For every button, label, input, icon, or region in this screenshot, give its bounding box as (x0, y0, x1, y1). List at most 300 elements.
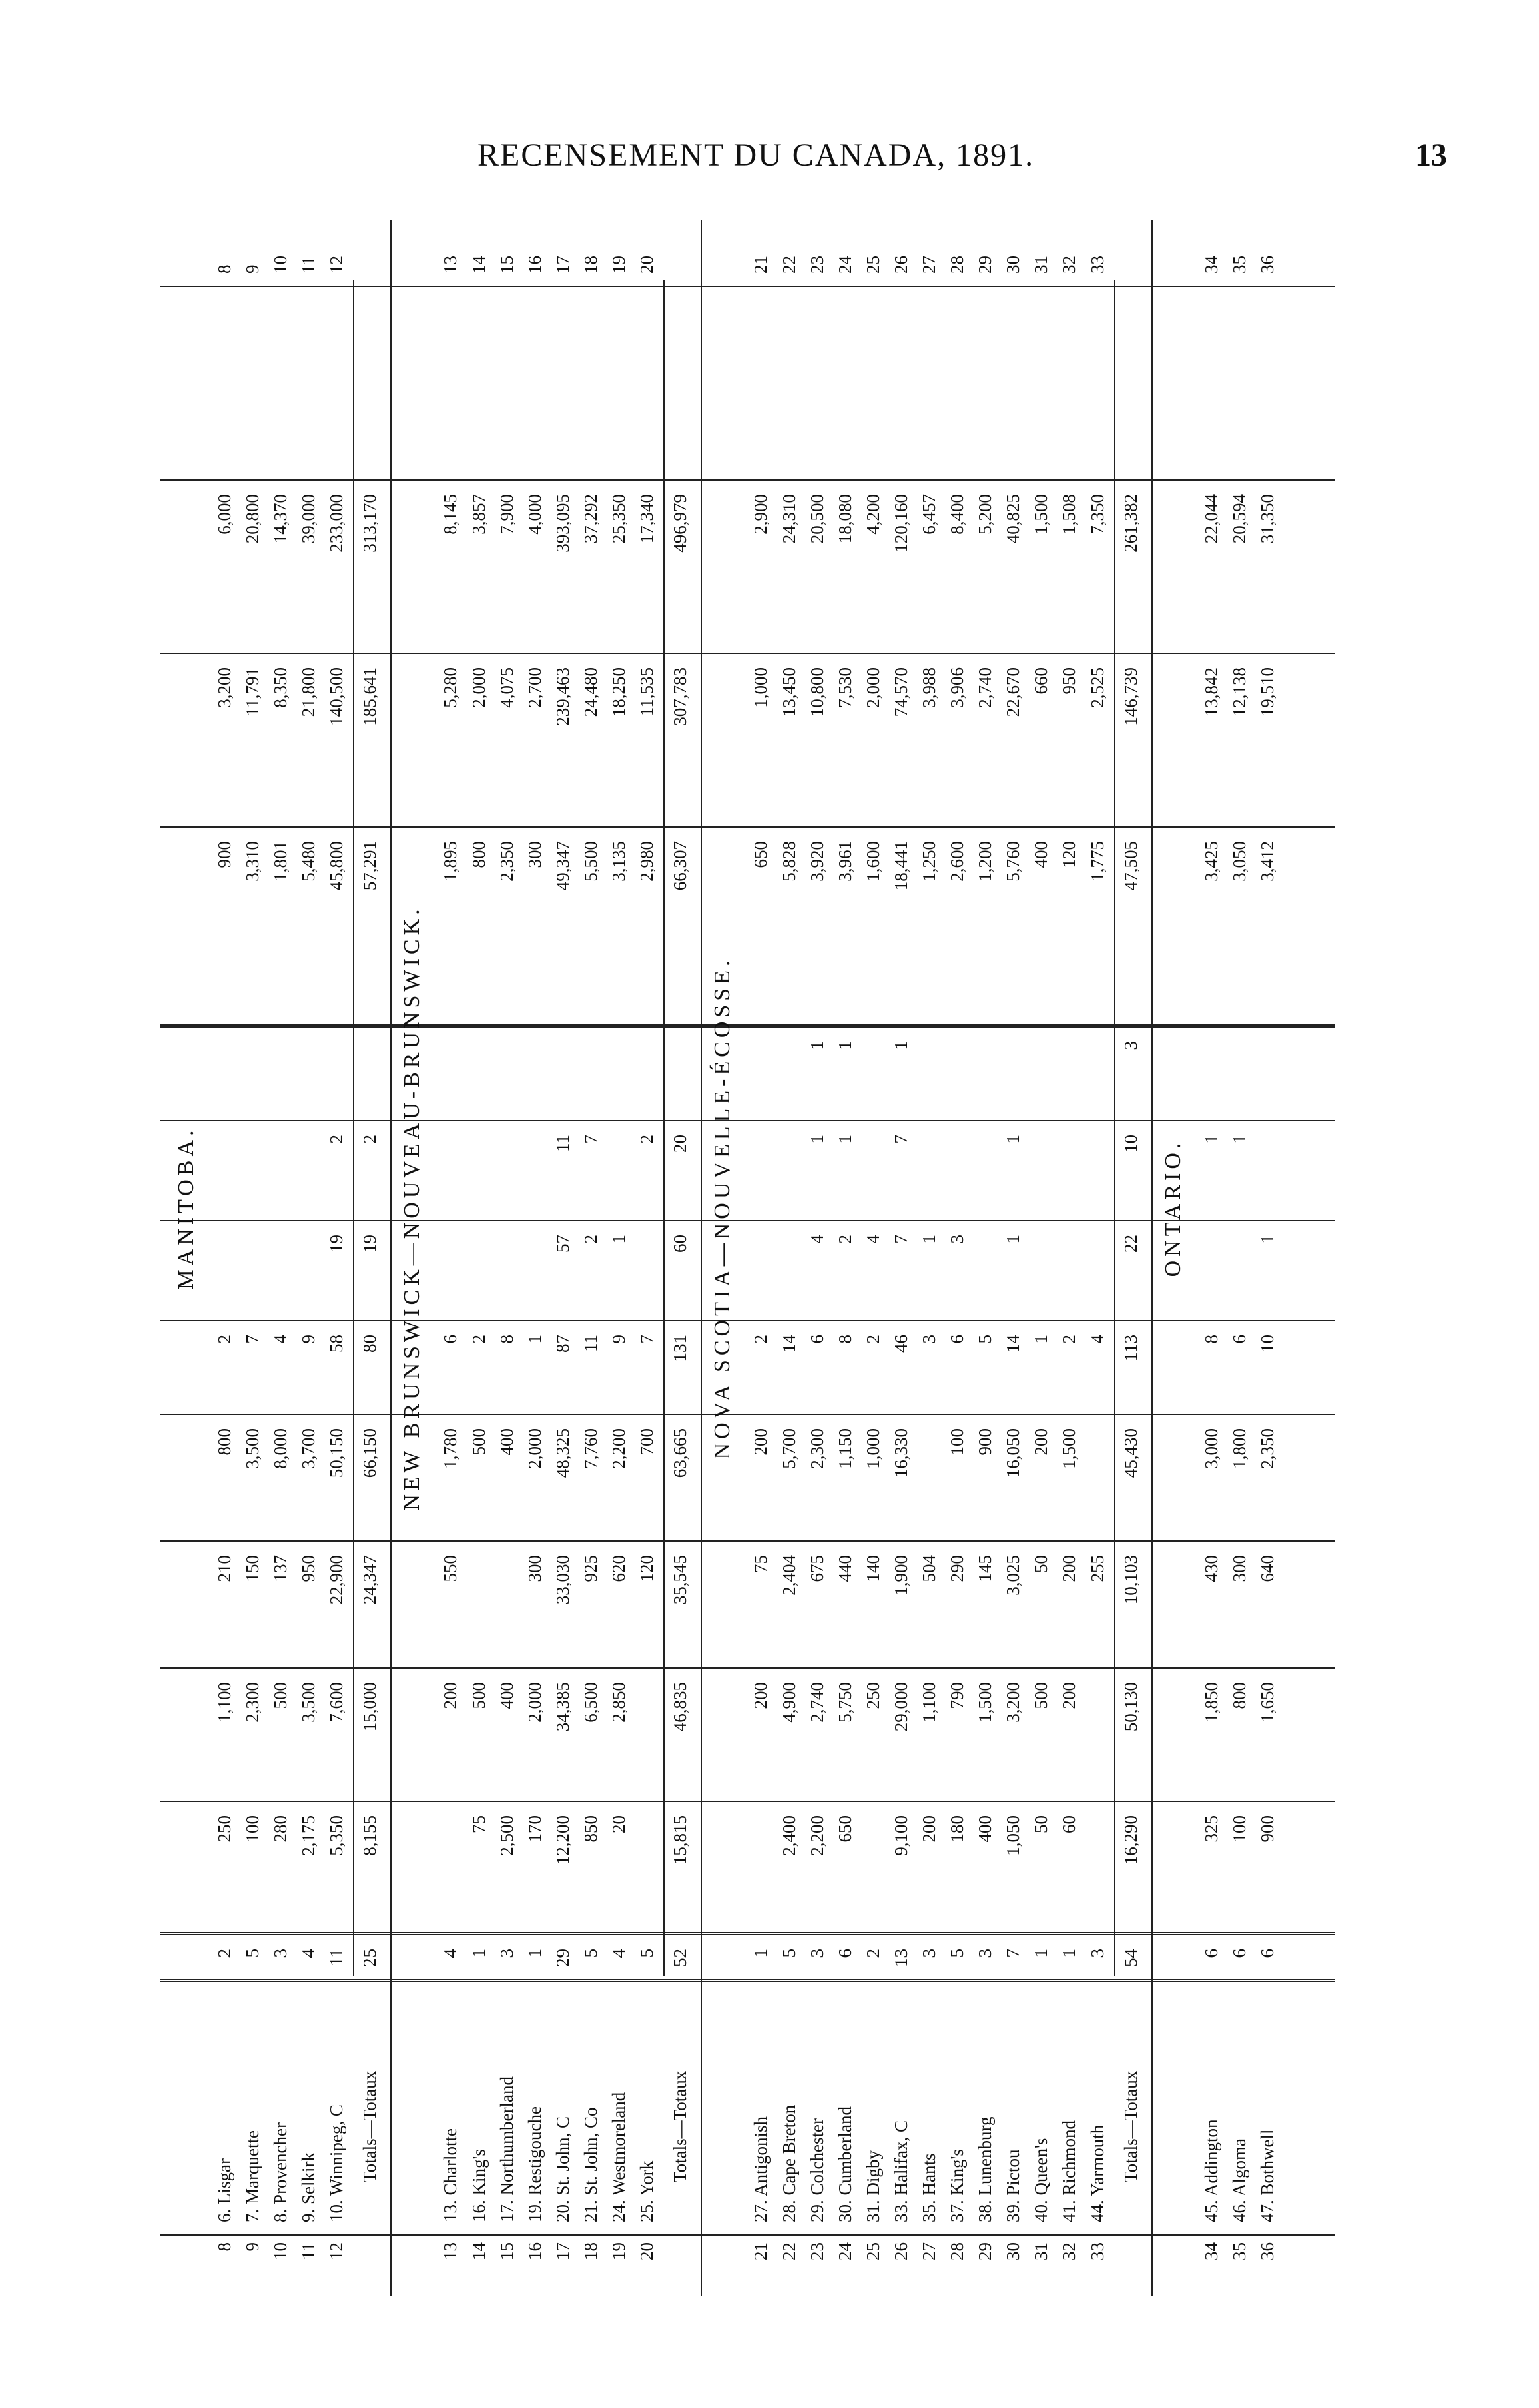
data-cell: 2 (751, 1335, 771, 1344)
line-number: 19 (609, 256, 629, 274)
line-number: 35 (1229, 256, 1249, 274)
data-cell: 3,050 (1229, 841, 1249, 882)
district-name: 45. Addington (1201, 2119, 1221, 2222)
data-cell: 300 (525, 841, 545, 868)
data-cell (605, 1041, 633, 1161)
table-row (294, 220, 322, 2296)
data-cell: 3,412 (1257, 841, 1277, 882)
data-cell: 200 (1059, 1555, 1079, 1582)
data-cell: 2,300 (242, 1682, 262, 1723)
data-cell: 3 (919, 1949, 939, 1958)
data-cell: 5,280 (440, 667, 460, 708)
data-cell: 5,828 (779, 841, 799, 882)
data-cell: 3,135 (609, 841, 629, 882)
line-number: 31 (1031, 2242, 1051, 2261)
data-cell: 7,530 (835, 667, 855, 708)
data-cell: 1,000 (751, 667, 771, 708)
line-number: 35 (1229, 2242, 1249, 2261)
district-name: 30. Cumberland (835, 2106, 855, 2222)
table-row (999, 220, 1027, 2296)
district-name: 16. King's (469, 2149, 489, 2222)
data-cell: 300 (525, 1555, 545, 1582)
data-cell: 200 (1059, 1682, 1079, 1709)
data-cell: 11 (581, 1335, 601, 1352)
data-cell: 6 (1229, 1335, 1249, 1344)
line-number: 24 (835, 256, 855, 274)
total-cell: 20 (670, 1135, 690, 1153)
section-title: NOVA SCOTIA—NOUVELLE-ÉCOSSE. (710, 956, 735, 1460)
data-cell: 2,980 (637, 841, 657, 882)
data-cell (1027, 1041, 1055, 1161)
data-cell: 3 (919, 1335, 939, 1344)
line-number: 30 (1003, 256, 1023, 274)
data-cell: 20 (609, 1815, 629, 1833)
data-cell: 1,775 (1087, 841, 1107, 882)
data-cell: 675 (807, 1555, 827, 1582)
data-cell: 250 (214, 1815, 234, 1843)
line-number: 15 (497, 2242, 517, 2261)
line-number: 33 (1087, 2242, 1107, 2261)
data-cell: 3,425 (1201, 841, 1221, 882)
total-cell: 60 (670, 1235, 690, 1253)
data-cell: 50 (1031, 1555, 1051, 1573)
data-cell: 45,800 (326, 841, 346, 891)
data-cell: 12,138 (1229, 667, 1249, 717)
data-cell: 4 (609, 1949, 629, 1958)
table-row (803, 220, 831, 2296)
data-cell: 9 (298, 1335, 318, 1344)
line-number: 28 (947, 2242, 967, 2261)
data-cell (1197, 1041, 1225, 1161)
total-cell: 15,000 (360, 1682, 380, 1732)
table-row (775, 220, 803, 2296)
data-cell: 7 (581, 1135, 601, 1144)
total-cell: 54 (1121, 1949, 1141, 1967)
data-cell: 19,510 (1257, 667, 1277, 717)
data-cell: 900 (1257, 1815, 1277, 1843)
data-cell: 6 (1257, 1949, 1277, 1958)
data-cell: 2,000 (469, 667, 489, 708)
line-number: 14 (469, 256, 489, 274)
data-cell: 1,800 (1229, 1428, 1249, 1469)
total-cell: 146,739 (1121, 667, 1141, 726)
table-row (1253, 220, 1281, 2296)
data-cell: 145 (975, 1555, 995, 1582)
data-cell: 7 (637, 1335, 657, 1344)
data-cell (859, 1041, 887, 1161)
district-name: 8. Provencher (270, 2122, 290, 2222)
data-cell: 24,480 (581, 667, 601, 717)
line-number: 11 (298, 256, 318, 274)
data-cell: 40,825 (1003, 494, 1023, 544)
data-cell: 100 (242, 1815, 262, 1843)
data-cell: 4,075 (497, 667, 517, 708)
district-name: 35. Hants (919, 2153, 939, 2222)
data-cell: 5 (975, 1335, 995, 1344)
total-cell: 307,783 (670, 667, 690, 726)
total-cell: 45,430 (1121, 1428, 1141, 1478)
data-cell: 1,100 (919, 1682, 939, 1723)
data-cell: 400 (975, 1815, 995, 1843)
district-name: 33. Halifax, C (891, 2120, 911, 2222)
data-cell: 3,500 (242, 1428, 262, 1469)
line-number: 34 (1201, 256, 1221, 274)
data-cell: 7,900 (497, 494, 517, 535)
data-cell: 37,292 (581, 494, 601, 544)
data-cell: 2 (469, 1335, 489, 1344)
data-cell: 2,300 (807, 1428, 827, 1469)
line-number: 13 (440, 2242, 460, 2261)
data-cell: 850 (581, 1815, 601, 1843)
data-cell: 1,050 (1003, 1815, 1023, 1856)
data-cell: 300 (1229, 1555, 1249, 1582)
data-cell (493, 1555, 521, 1675)
total-cell: 113 (1121, 1335, 1141, 1362)
data-cell: 2 (214, 1949, 234, 1958)
data-cell: 14,370 (270, 494, 290, 544)
total-cell: 261,382 (1121, 494, 1141, 553)
line-number: 26 (891, 2242, 911, 2261)
data-cell: 46 (891, 1335, 911, 1353)
line-number: 14 (469, 2242, 489, 2261)
district-name: 17. Northumberland (497, 2076, 517, 2222)
data-cell: 6 (947, 1335, 967, 1344)
data-cell: 3,920 (807, 841, 827, 882)
data-cell: 34,385 (553, 1682, 573, 1732)
line-number: 13 (440, 256, 460, 274)
data-cell: 5 (947, 1949, 967, 1958)
line-number: 25 (863, 2242, 883, 2261)
total-cell: 80 (360, 1335, 380, 1353)
data-cell: 4 (863, 1235, 883, 1244)
data-cell: 4 (807, 1235, 827, 1244)
table-row (1027, 220, 1055, 2296)
data-cell: 3,000 (1201, 1428, 1221, 1469)
data-cell: 925 (581, 1555, 601, 1582)
total-row (666, 220, 694, 2296)
data-cell: 3,200 (214, 667, 234, 708)
line-number: 26 (891, 256, 911, 274)
data-cell: 10 (1257, 1335, 1277, 1353)
data-cell (1083, 1815, 1111, 1935)
data-cell: 4,000 (525, 494, 545, 535)
data-cell (1083, 1682, 1111, 1802)
data-cell: 22,670 (1003, 667, 1023, 717)
data-cell: 2 (637, 1135, 657, 1144)
data-cell: 1 (1003, 1135, 1023, 1144)
total-cell: 8,155 (360, 1815, 380, 1856)
data-cell (577, 1041, 605, 1161)
data-cell: 2 (863, 1949, 883, 1958)
data-cell: 1 (1229, 1135, 1249, 1144)
data-cell (322, 1041, 350, 1161)
data-cell: 50 (1031, 1815, 1051, 1833)
data-cell: 233,000 (326, 494, 346, 553)
line-number: 34 (1201, 2242, 1221, 2261)
data-cell: 9,100 (891, 1815, 911, 1856)
data-cell: 6 (835, 1949, 855, 1958)
data-cell: 4,200 (863, 494, 883, 535)
line-number: 8 (214, 2242, 234, 2252)
data-cell: 150 (242, 1555, 262, 1582)
line-number: 9 (242, 2242, 262, 2252)
district-name: 44. Yarmouth (1087, 2124, 1107, 2222)
data-cell: 29,000 (891, 1682, 911, 1732)
line-number: 10 (270, 256, 290, 274)
total-cell: 46,835 (670, 1682, 690, 1732)
district-name: 40. Queen's (1031, 2138, 1051, 2222)
data-cell: 1,900 (891, 1555, 911, 1596)
district-name: 19. Restigouche (525, 2106, 545, 2222)
data-cell: 140,500 (326, 667, 346, 726)
data-cell (633, 1682, 661, 1802)
data-cell: 800 (1229, 1682, 1249, 1709)
data-cell (266, 1041, 294, 1161)
line-number: 32 (1059, 256, 1079, 274)
data-cell: 400 (497, 1682, 517, 1709)
data-cell: 210 (214, 1555, 234, 1582)
data-cell: 650 (751, 841, 771, 868)
data-cell: 5,500 (581, 841, 601, 882)
table-row (605, 220, 633, 2296)
data-cell: 2,350 (497, 841, 517, 882)
data-cell: 2 (581, 1235, 601, 1244)
data-cell: 4 (1087, 1335, 1107, 1344)
data-cell: 33,030 (553, 1555, 573, 1605)
data-cell (859, 1815, 887, 1935)
data-cell: 3 (975, 1949, 995, 1958)
district-name: 21. St. John, Co (581, 2107, 601, 2222)
data-cell: 14 (1003, 1335, 1023, 1353)
data-cell: 1 (609, 1235, 629, 1244)
data-cell: 1,000 (863, 1428, 883, 1469)
table-row (1197, 220, 1225, 2296)
data-cell: 1,100 (214, 1682, 234, 1723)
total-cell: 47,505 (1121, 841, 1141, 891)
data-cell: 200 (751, 1682, 771, 1709)
data-cell: 2 (214, 1335, 234, 1344)
data-cell: 87 (553, 1335, 573, 1353)
data-cell: 7 (891, 1135, 911, 1144)
table-row (465, 220, 493, 2296)
data-cell: 49,347 (553, 841, 573, 891)
total-cell: 57,291 (360, 841, 380, 891)
data-cell: 11 (553, 1135, 573, 1152)
data-cell: 170 (525, 1815, 545, 1843)
table-row (1055, 220, 1083, 2296)
data-cell: 550 (440, 1555, 460, 1582)
data-cell: 290 (947, 1555, 967, 1582)
line-number: 18 (581, 256, 601, 274)
data-cell: 4 (298, 1949, 318, 1958)
data-cell: 20,594 (1229, 494, 1249, 544)
table-row (859, 220, 887, 2296)
data-cell: 20,800 (242, 494, 262, 544)
line-number: 18 (581, 2242, 601, 2261)
data-cell: 2,740 (807, 1682, 827, 1723)
table-row (493, 220, 521, 2296)
total-label: Totals—Totaux (670, 2070, 690, 2182)
line-number: 16 (525, 256, 545, 274)
total-cell: 25 (360, 1949, 380, 1967)
data-cell (436, 1041, 465, 1161)
data-cell: 1,895 (440, 841, 460, 882)
total-cell: 52 (670, 1949, 690, 1967)
data-cell: 120 (637, 1555, 657, 1582)
data-cell: 5 (779, 1949, 799, 1958)
total-rule (663, 280, 665, 1976)
data-cell: 140 (863, 1555, 883, 1582)
district-name: 31. Digby (863, 2150, 883, 2222)
data-cell (633, 1041, 661, 1161)
data-cell: 1,508 (1059, 494, 1079, 535)
data-cell: 1 (919, 1235, 939, 1244)
data-cell: 7,350 (1087, 494, 1107, 535)
line-number: 29 (975, 2242, 995, 2261)
data-cell: 6,500 (581, 1682, 601, 1723)
data-cell: 11 (326, 1949, 346, 1966)
data-cell: 950 (298, 1555, 318, 1582)
data-cell: 2 (863, 1335, 883, 1344)
table-row (747, 220, 775, 2296)
line-number: 36 (1257, 2242, 1277, 2261)
line-number: 23 (807, 256, 827, 274)
line-number: 31 (1031, 256, 1051, 274)
data-cell: 1,600 (863, 841, 883, 882)
table-row (322, 220, 350, 2296)
data-cell: 13,450 (779, 667, 799, 717)
table-row (436, 220, 465, 2296)
data-cell: 13,842 (1201, 667, 1221, 717)
data-cell: 2 (326, 1135, 346, 1144)
data-cell: 250 (863, 1682, 883, 1709)
data-cell: 6,000 (214, 494, 234, 535)
district-name: 24. Westmoreland (609, 2092, 629, 2222)
data-cell: 22,044 (1201, 494, 1221, 544)
data-cell: 6 (1229, 1949, 1249, 1958)
total-rule (353, 280, 354, 1976)
rotated-table-frame (160, 220, 1335, 2296)
total-cell: 10,103 (1121, 1555, 1141, 1605)
data-cell: 3 (807, 1949, 827, 1958)
data-cell: 3,500 (298, 1682, 318, 1723)
total-cell: 50,130 (1121, 1682, 1141, 1732)
data-cell: 100 (1229, 1815, 1249, 1843)
district-name: 20. St. John, C (553, 2116, 573, 2222)
data-cell: 19 (326, 1235, 346, 1253)
district-name: 38. Lunenburg (975, 2116, 995, 2222)
data-cell: 18,441 (891, 841, 911, 891)
data-cell: 1 (835, 1041, 855, 1050)
district-name: 7. Marquette (242, 2130, 262, 2222)
data-cell: 7,760 (581, 1428, 601, 1469)
data-cell: 13 (891, 1949, 911, 1967)
data-cell (915, 1041, 943, 1161)
district-name: 13. Charlotte (440, 2128, 460, 2222)
data-cell (943, 1041, 971, 1161)
total-cell (666, 1041, 694, 1161)
data-cell: 1,850 (1201, 1682, 1221, 1723)
line-number: 12 (326, 2242, 346, 2261)
data-cell: 1 (1257, 1235, 1277, 1244)
data-cell: 1 (807, 1041, 827, 1050)
district-name: 10. Winnipeg, C (326, 2104, 346, 2222)
total-cell: 19 (360, 1235, 380, 1253)
data-cell (747, 1815, 775, 1935)
page-header (0, 0, 1539, 220)
data-cell: 640 (1257, 1555, 1277, 1582)
data-cell: 500 (469, 1682, 489, 1709)
data-cell: 1 (525, 1335, 545, 1344)
data-cell: 800 (469, 841, 489, 868)
data-cell: 3,961 (835, 841, 855, 882)
data-cell: 3 (1087, 1949, 1107, 1958)
data-cell: 25,350 (609, 494, 629, 544)
data-cell: 900 (214, 841, 234, 868)
data-cell: 2 (1059, 1335, 1079, 1344)
total-cell: 35,545 (670, 1555, 690, 1605)
line-number: 12 (326, 256, 346, 274)
data-cell: 8,350 (270, 667, 290, 708)
district-name: 25. York (637, 2160, 657, 2222)
data-cell: 12,200 (553, 1815, 573, 1865)
total-cell: 63,665 (670, 1428, 690, 1478)
table-row (915, 220, 943, 2296)
data-cell: 100 (947, 1428, 967, 1456)
data-cell: 2,404 (779, 1555, 799, 1596)
data-cell: 239,463 (553, 667, 573, 726)
total-cell: 3 (1121, 1041, 1141, 1050)
line-number: 11 (298, 2242, 318, 2260)
data-cell (633, 1815, 661, 1935)
line-number: 24 (835, 2242, 855, 2261)
table-row (1083, 220, 1111, 2296)
section-title: NEW BRUNSWICK—NOUVEAU-BRUNSWICK. (400, 905, 424, 1511)
total-cell (356, 1041, 384, 1161)
data-cell: 75 (751, 1555, 771, 1573)
line-number: 27 (919, 2242, 939, 2261)
data-cell: 3 (497, 1949, 517, 1958)
data-cell: 5,350 (326, 1815, 346, 1856)
data-cell: 22,900 (326, 1555, 346, 1605)
total-cell: 496,979 (670, 494, 690, 553)
data-cell: 6,457 (919, 494, 939, 535)
line-number: 22 (779, 2242, 799, 2261)
data-cell: 11,791 (242, 667, 262, 717)
data-cell: 620 (609, 1555, 629, 1582)
data-cell: 11,535 (637, 667, 657, 717)
data-cell: 5 (242, 1949, 262, 1958)
line-number: 22 (779, 256, 799, 274)
data-cell: 8 (835, 1335, 855, 1344)
data-cell (1083, 1041, 1111, 1161)
data-cell: 1 (469, 1949, 489, 1958)
data-cell: 2,900 (751, 494, 771, 535)
total-cell: 10 (1121, 1135, 1141, 1153)
data-cell: 200 (1031, 1428, 1051, 1456)
data-cell: 3,200 (1003, 1682, 1023, 1723)
data-cell: 29 (553, 1949, 573, 1967)
data-cell: 400 (497, 1428, 517, 1456)
data-cell: 2,200 (609, 1428, 629, 1469)
section-rule (701, 220, 702, 2296)
data-cell: 4 (440, 1949, 460, 1958)
data-cell (294, 1041, 322, 1161)
data-cell: 120,160 (891, 494, 911, 553)
data-cell: 3,700 (298, 1428, 318, 1469)
total-cell: 131 (670, 1335, 690, 1362)
data-cell (436, 1815, 465, 1935)
